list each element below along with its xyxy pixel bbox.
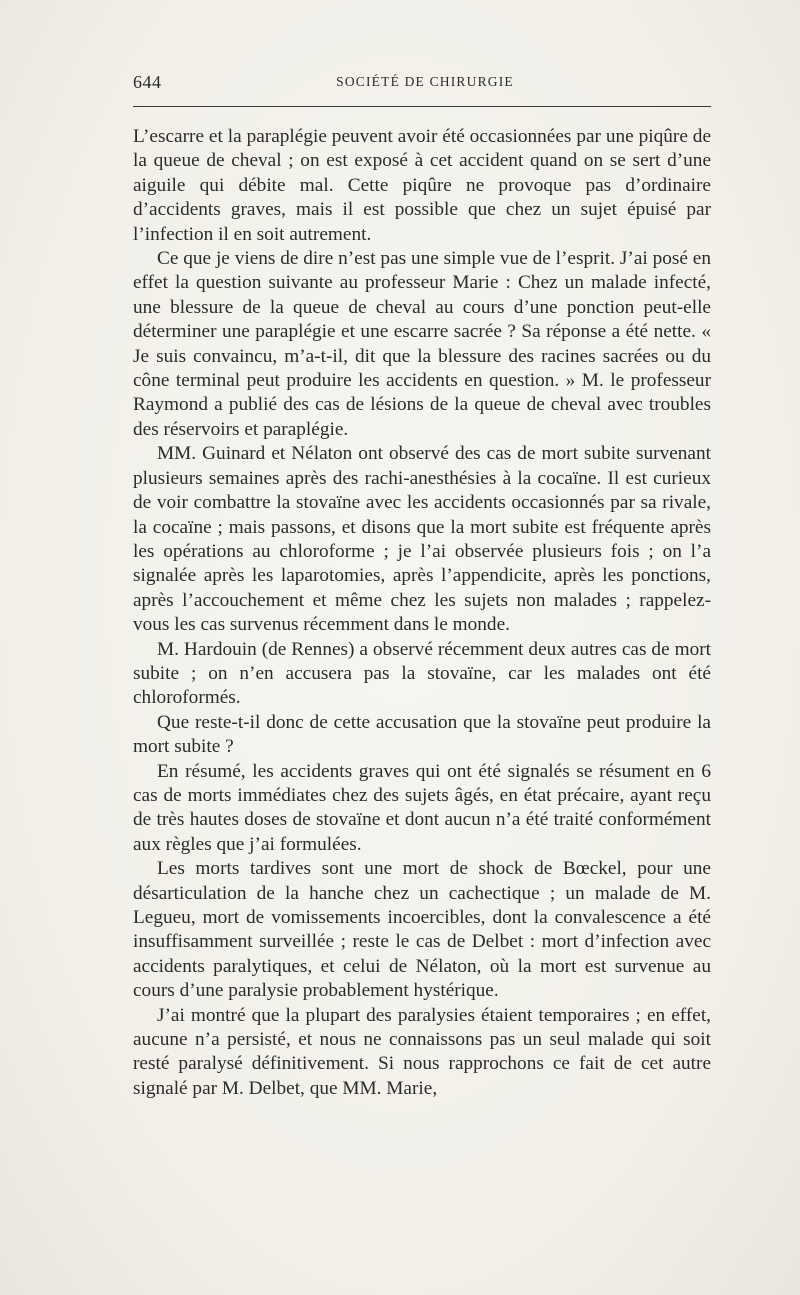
paragraph-3: MM. Guinard et Nélaton ont observé des cas de mort subite survenant plusieurs semaines après des rachi-anesthésies à la cocaïne. Il est curieux de voir combattre la stovaïne avec les accidents occasionnés par sa rivale, la cocaïne ; mais passons, et disons que la mort subite est fréquente après les opérations au chloroforme ; je l’ai observée plusieurs fois ; on l’a signalée après les laparotomies, après l’appendicite, après les ponctions, après l’accouchement et même chez les sujets non malades ; rappelez-vous les cas survenus récemment dans le monde. — [133, 443, 711, 636]
paragraph-4: M. Hardouin (de Rennes) a observé récemment deux autres cas de mort subite ; on n’en accusera pas la stovaïne, car les malades ont été chloroformés. — [133, 638, 711, 709]
paragraph-6: En résumé, les accidents graves qui ont été signalés se résument en 6 cas de morts immédiates chez des sujets âgés, en état précaire, ayant reçu de très hautes doses de stovaïne et dont aucun n’a été traité conformément aux règles que j’ai formulées. — [133, 760, 711, 855]
header-rule — [133, 106, 711, 107]
paragraph-5: Que reste-t-il donc de cette accusation que la stovaïne peut produire la mort subite ? — [133, 711, 711, 758]
paragraph-7: Les morts tardives sont une mort de shock de Bœckel, pour une désarticulation de la hanche chez un cachectique ; un malade de M. Legueu, mort de vomissements incoercibles, dont la convalescence a été insuffisamment surveillée ; reste le cas de Delbet : mort d’infection avec accidents paralytiques, et celui de Nélaton, où la mort est survenue au cours d’une paralysie probablement hystérique. — [133, 858, 711, 1002]
paragraph-2: Ce que je viens de dire n’est pas une simple vue de l’esprit. J’ai posé en effet la question suivante au professeur Marie : Chez un malade infecté, une blessure de la queue de cheval au cours d’une ponction peut-elle déterminer une paraplégie et une escarre sacrée ? Sa réponse a été nette. « Je suis convaincu, m’a-t-il, dit que la blessure des racines sacrées ou du cône terminal peut produire les accidents en question. » M. le professeur Raymond a publié des cas de lésions de la queue de cheval avec troubles des réservoirs et paraplégie. — [133, 248, 711, 440]
paragraph-8: J’ai montré que la plupart des paralysies étaient temporaires ; en effet, aucune n’a persisté, et nous ne connaissons pas un seul malade qui soit resté paralysé définitivement. Si nous rapprochons ce fait de cet autre signalé par M. Delbet, que MM. Marie, — [133, 1004, 711, 1099]
running-title: SOCIÉTÉ DE CHIRURGIE — [336, 74, 514, 89]
page-number: 644 — [133, 72, 162, 92]
page-header — [133, 72, 711, 96]
paragraph-1: L’escarre et la paraplégie peuvent avoir été occasionnées par une piqûre de la queue de cheval ; on est exposé à cet accident quand on se sert d’une aiguile qui débite mal. Cette piqûre ne provoque pas d’ordinaire d’accidents graves, mais il est possible que chez un sujet épuisé par l’infection il en soit autrement. — [133, 126, 711, 245]
body-text — [133, 125, 711, 1101]
